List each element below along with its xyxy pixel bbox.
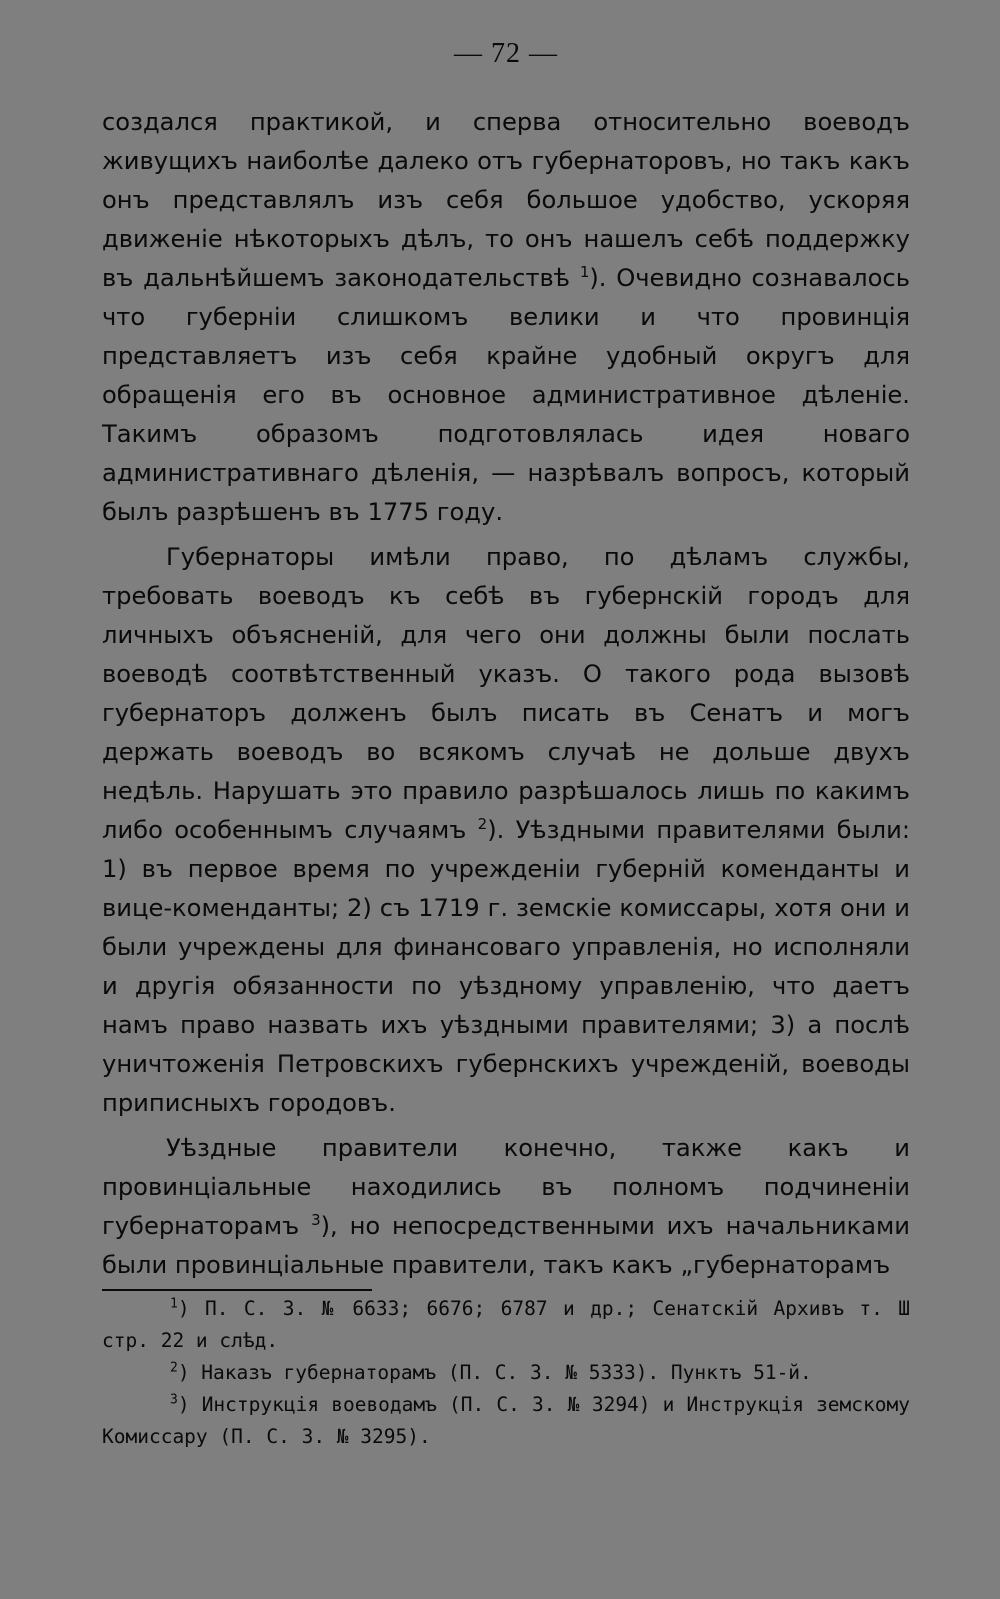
footnote-2: [102, 1357, 910, 1389]
footnote-reference: 3: [311, 1210, 321, 1229]
paragraph-text: ), но непосредственными ихъ начальниками были провинціальные правители, такъ какъ „губернаторамъ: [102, 1212, 910, 1279]
paragraph-text: ). Уѣздными правителями были: 1) въ первое время по учрежденіи губерній коменданты и вице-коменданты; 2) съ 1719 г. земскіе комиссары, хотя они и были учреждены для финансоваго управленія, но исполняли и другія обязанности по уѣздному управленію, что даетъ намъ право назвать ихъ уѣздными правителями; 3) а послѣ уничтоженія Петровскихъ губернскихъ учрежденій, воеводы приписныхъ городовъ.: [102, 816, 910, 1117]
paragraph-continuation: [102, 103, 910, 532]
paragraph-text: ). Очевидно сознавалось что губерніи слишкомъ велики и что провинція представляетъ изъ себя крайне удобный округъ для обращенія его въ основное административное дѣленіе. Такимъ образомъ подготовлялась идея новаго административнаго дѣленія, — назрѣвалъ вопросъ, который былъ разрѣшенъ въ 1775 году.: [102, 264, 910, 526]
footnote-1: [102, 1293, 910, 1357]
footnote-reference: 2: [477, 814, 488, 833]
footnote-text: ) П. С. З. № 6633; 6676; 6787 и др.; Сенатскій Архивъ т. Ш стр. 22 и слѣд.: [102, 1297, 910, 1352]
footnote-number: 2: [170, 1360, 178, 1376]
paragraph-district-rulers: [102, 1129, 910, 1285]
footnote-reference: 1: [579, 262, 590, 281]
paragraph-text: создался практикой, и сперва относительно воеводъ живущихъ наиболѣе далеко отъ губернаторовъ, но такъ какъ онъ представлялъ изъ себя большое удобство, ускоряя движеніе нѣкоторыхъ дѣлъ, то онъ нашелъ себѣ поддержку въ дальнѣйшемъ законодательствѣ: [102, 108, 910, 292]
paragraph-text: Губернаторы имѣли право, по дѣламъ службы, требовать воеводъ къ себѣ въ губернскій городъ для личныхъ объясненій, для чего они должны были послать воеводѣ соотвѣтственный указъ. О такого рода вызовѣ губернаторъ долженъ былъ писать въ Сенатъ и могъ держать воеводъ во всякомъ случаѣ не дольше двухъ недѣль. Нарушать это правило разрѣшалось лишь по какимъ либо особеннымъ случаямъ: [102, 543, 910, 844]
footnotes: [102, 1293, 910, 1453]
paragraph-governors: [102, 538, 910, 1123]
footnote-text: ) Инструкція воеводамъ (П. С. З. № 3294) и Инструкція земскому Комиссару (П. С. З. № 3295).: [102, 1393, 910, 1448]
paragraph-text: Уѣздные правители конечно, также какъ и провинціальные находились въ полномъ подчиненіи губернаторамъ: [102, 1134, 910, 1240]
footnote-separator: [102, 1289, 372, 1291]
book-page: [102, 36, 910, 1453]
footnote-number: 3: [170, 1392, 178, 1408]
footnote-text: ) Наказъ губернаторамъ (П. С. З. № 5333). Пунктъ 51-й.: [177, 1361, 812, 1384]
footnote-3: [102, 1389, 910, 1453]
page-number: — 72 —: [454, 38, 558, 69]
footnote-number: 1: [170, 1296, 178, 1312]
